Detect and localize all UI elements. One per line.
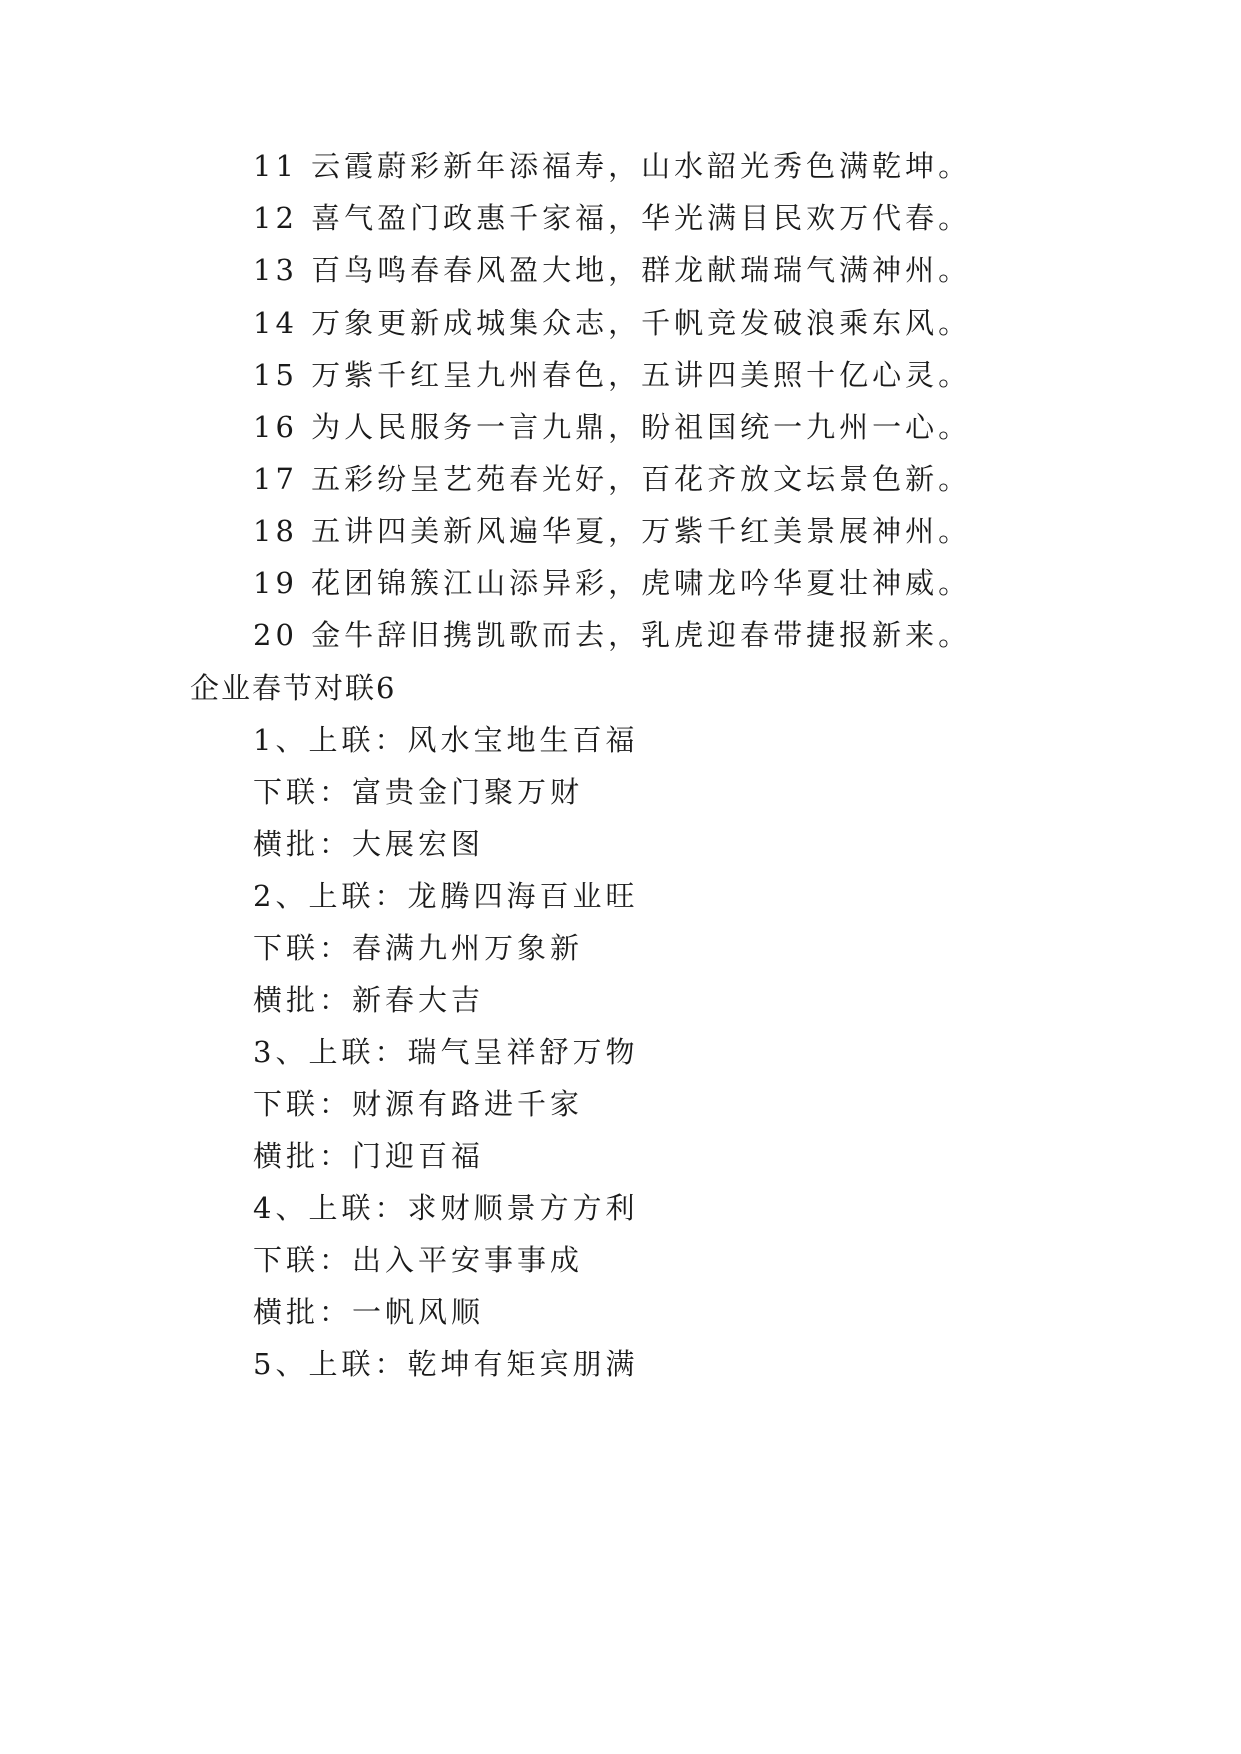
couplet-line: 5、上联：乾坤有矩宾朋满: [253, 1347, 639, 1381]
couplet-line: 下联：财源有路进千家: [253, 1087, 584, 1121]
couplet-line: 12 喜气盈门政惠千家福，华光满目民欢万代春。: [253, 201, 972, 235]
couplet-line: 下联：出入平安事事成: [253, 1243, 584, 1277]
couplet-line: 19 花团锦簇江山添异彩，虎啸龙吟华夏壮神威。: [253, 566, 972, 600]
section-title: 企业春节对联6: [190, 671, 397, 705]
couplet-line: 1、上联：风水宝地生百福: [253, 723, 639, 757]
couplet-line: 13 百鸟鸣春春风盈大地，群龙献瑞瑞气满神州。: [253, 253, 972, 287]
couplet-line: 11 云霞蔚彩新年添福寿，山水韶光秀色满乾坤。: [253, 149, 972, 183]
couplet-line: 横批：门迎百福: [253, 1139, 485, 1173]
couplet-line: 下联：春满九州万象新: [253, 931, 584, 965]
couplet-line: 横批：大展宏图: [253, 827, 485, 861]
couplet-line: 14 万象更新成城集众志，千帆竞发破浪乘东风。: [253, 306, 972, 340]
couplet-line: 17 五彩纷呈艺苑春光好，百花齐放文坛景色新。: [253, 462, 972, 496]
couplet-line: 2、上联：龙腾四海百业旺: [253, 879, 639, 913]
couplet-line: 16 为人民服务一言九鼎，盼祖国统一九州一心。: [253, 410, 972, 444]
couplet-line: 横批：一帆风顺: [253, 1295, 485, 1329]
couplet-line: 20 金牛辞旧携凯歌而去，乳虎迎春带捷报新来。: [253, 618, 972, 652]
couplet-line: 15 万紫千红呈九州春色，五讲四美照十亿心灵。: [253, 358, 972, 392]
couplet-line: 4、上联：求财顺景方方利: [253, 1191, 639, 1225]
couplet-line: 3、上联：瑞气呈祥舒万物: [253, 1035, 639, 1069]
couplet-line: 下联：富贵金门聚万财: [253, 775, 584, 809]
couplet-line: 横批：新春大吉: [253, 983, 485, 1017]
couplet-line: 18 五讲四美新风遍华夏，万紫千红美景展神州。: [253, 514, 972, 548]
